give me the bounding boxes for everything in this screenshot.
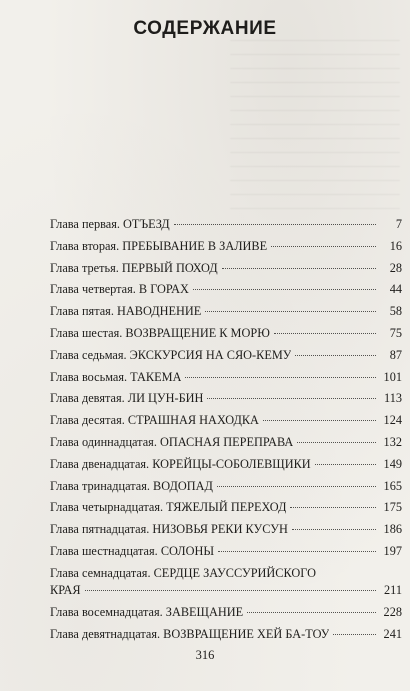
toc-entry-title: Глава девятая. ЛИ ЦУН-БИН [50, 391, 204, 406]
toc-entry-title: Глава тринадцатая. ВОДОПАД [50, 478, 213, 493]
toc-entry-title: Глава шестая. ВОЗВРАЩЕНИЕ К МОРЮ [50, 325, 270, 340]
dot-leader [315, 464, 376, 465]
toc-entry [50, 432, 402, 454]
toc-entry-title: Глава восьмая. ТАКЕМА [50, 369, 182, 384]
toc-entry-title-line2-row [50, 582, 402, 600]
toc-entry [50, 410, 402, 432]
toc-entry-page: 149 [383, 456, 402, 471]
toc-entry [50, 497, 402, 519]
toc-entry [50, 236, 402, 258]
page-number: 316 [195, 648, 215, 662]
toc-entry [50, 301, 402, 323]
dot-leader [193, 289, 376, 290]
toc-entry-title: Глава восемнадцатая. ЗАВЕЩАНИЕ [50, 604, 244, 619]
toc-entry-page: 197 [383, 543, 402, 558]
toc-entry-title-line1: Глава семнадцатая. СЕРДЦЕ ЗАУССУРИЙСКОГО [50, 565, 316, 580]
toc-entry-title: Глава третья. ПЕРВЫЙ ПОХОД [50, 260, 218, 275]
toc-entry [50, 476, 402, 498]
dot-leader [333, 634, 376, 635]
toc-entry [50, 214, 402, 236]
toc-entry [50, 541, 402, 563]
toc-entry-title: Глава четырнадцатая. ТЯЖЕЛЫЙ ПЕРЕХОД [50, 500, 287, 515]
toc-entry-title: Глава первая. ОТЪЕЗД [50, 217, 170, 231]
toc-entry [50, 258, 402, 280]
dot-leader [292, 529, 376, 530]
toc-entry [50, 323, 402, 345]
dot-leader [207, 398, 376, 399]
toc-entry-page: 87 [389, 347, 402, 362]
toc-entry-page: 101 [383, 369, 402, 384]
toc-entry [50, 345, 402, 367]
toc-entry-title: Глава четвертая. В ГОРАХ [50, 282, 189, 297]
toc-entry-title-line2: КРАЯ [50, 583, 81, 598]
toc-entry-page: 165 [383, 478, 402, 493]
dot-leader [271, 246, 376, 247]
toc-entry-title: Глава вторая. ПРЕБЫВАНИЕ В ЗАЛИВЕ [50, 238, 268, 253]
toc-entry [50, 563, 402, 602]
toc-entry-page: 75 [389, 325, 402, 340]
dot-leader [217, 486, 376, 487]
toc-entry-page: 211 [384, 583, 402, 598]
toc-entry-page: 186 [383, 522, 402, 537]
toc-entry [50, 624, 402, 646]
dot-leader [263, 420, 376, 421]
toc-entry [50, 279, 402, 301]
toc-entry-page: 44 [389, 282, 402, 297]
toc-entry-page: 58 [389, 304, 402, 319]
toc-entry-page: 16 [389, 238, 402, 253]
toc-entry-page: 228 [383, 604, 402, 619]
show-through-texture [230, 40, 400, 210]
dot-leader [247, 612, 376, 613]
dot-leader [290, 507, 376, 508]
dot-leader [222, 268, 376, 269]
toc-entry-page: 175 [383, 500, 402, 515]
toc-entry-title: Глава одиннадцатая. ОПАСНАЯ ПЕРЕПРАВА [50, 434, 294, 449]
toc-entry [50, 519, 402, 541]
dot-leader [205, 311, 376, 312]
toc-entry [50, 367, 402, 389]
dot-leader [85, 590, 376, 591]
toc-entry-page: 132 [383, 434, 402, 449]
toc-entry-page: 28 [389, 260, 402, 275]
dot-leader [295, 355, 376, 356]
toc-entry-page: 241 [383, 626, 402, 641]
toc-entry-page: 124 [383, 413, 402, 428]
dot-leader [274, 333, 376, 334]
toc-entry-title: Глава пятая. НАВОДНЕНИЕ [50, 304, 202, 319]
dot-leader [297, 442, 376, 443]
toc-entry-title: Глава пятнадцатая. НИЗОВЬЯ РЕКИ КУСУН [50, 522, 288, 537]
toc-entry [50, 454, 402, 476]
toc-entry [50, 602, 402, 624]
toc-entry-page: 7 [395, 217, 402, 231]
toc-entry-page: 113 [384, 391, 402, 406]
toc-entry-title: Глава седьмая. ЭКСКУРСИЯ НА СЯО-КЕМУ [50, 347, 292, 362]
dot-leader [185, 377, 376, 378]
toc-entry [50, 388, 402, 410]
table-of-contents [50, 214, 402, 645]
page-title: СОДЕРЖАНИЕ [133, 18, 277, 39]
dot-leader [174, 224, 376, 225]
dot-leader [218, 551, 376, 552]
toc-entry-title: Глава двенадцатая. КОРЕЙЦЫ-СОБОЛЕВЩИКИ [50, 456, 311, 471]
toc-entry-title: Глава десятая. СТРАШНАЯ НАХОДКА [50, 413, 259, 428]
toc-entry-title: Глава шестнадцатая. СОЛОНЫ [50, 543, 215, 558]
toc-entry-title: Глава девятнадцатая. ВОЗВРАЩЕНИЕ ХЕЙ БА-ТОУ [50, 626, 330, 641]
